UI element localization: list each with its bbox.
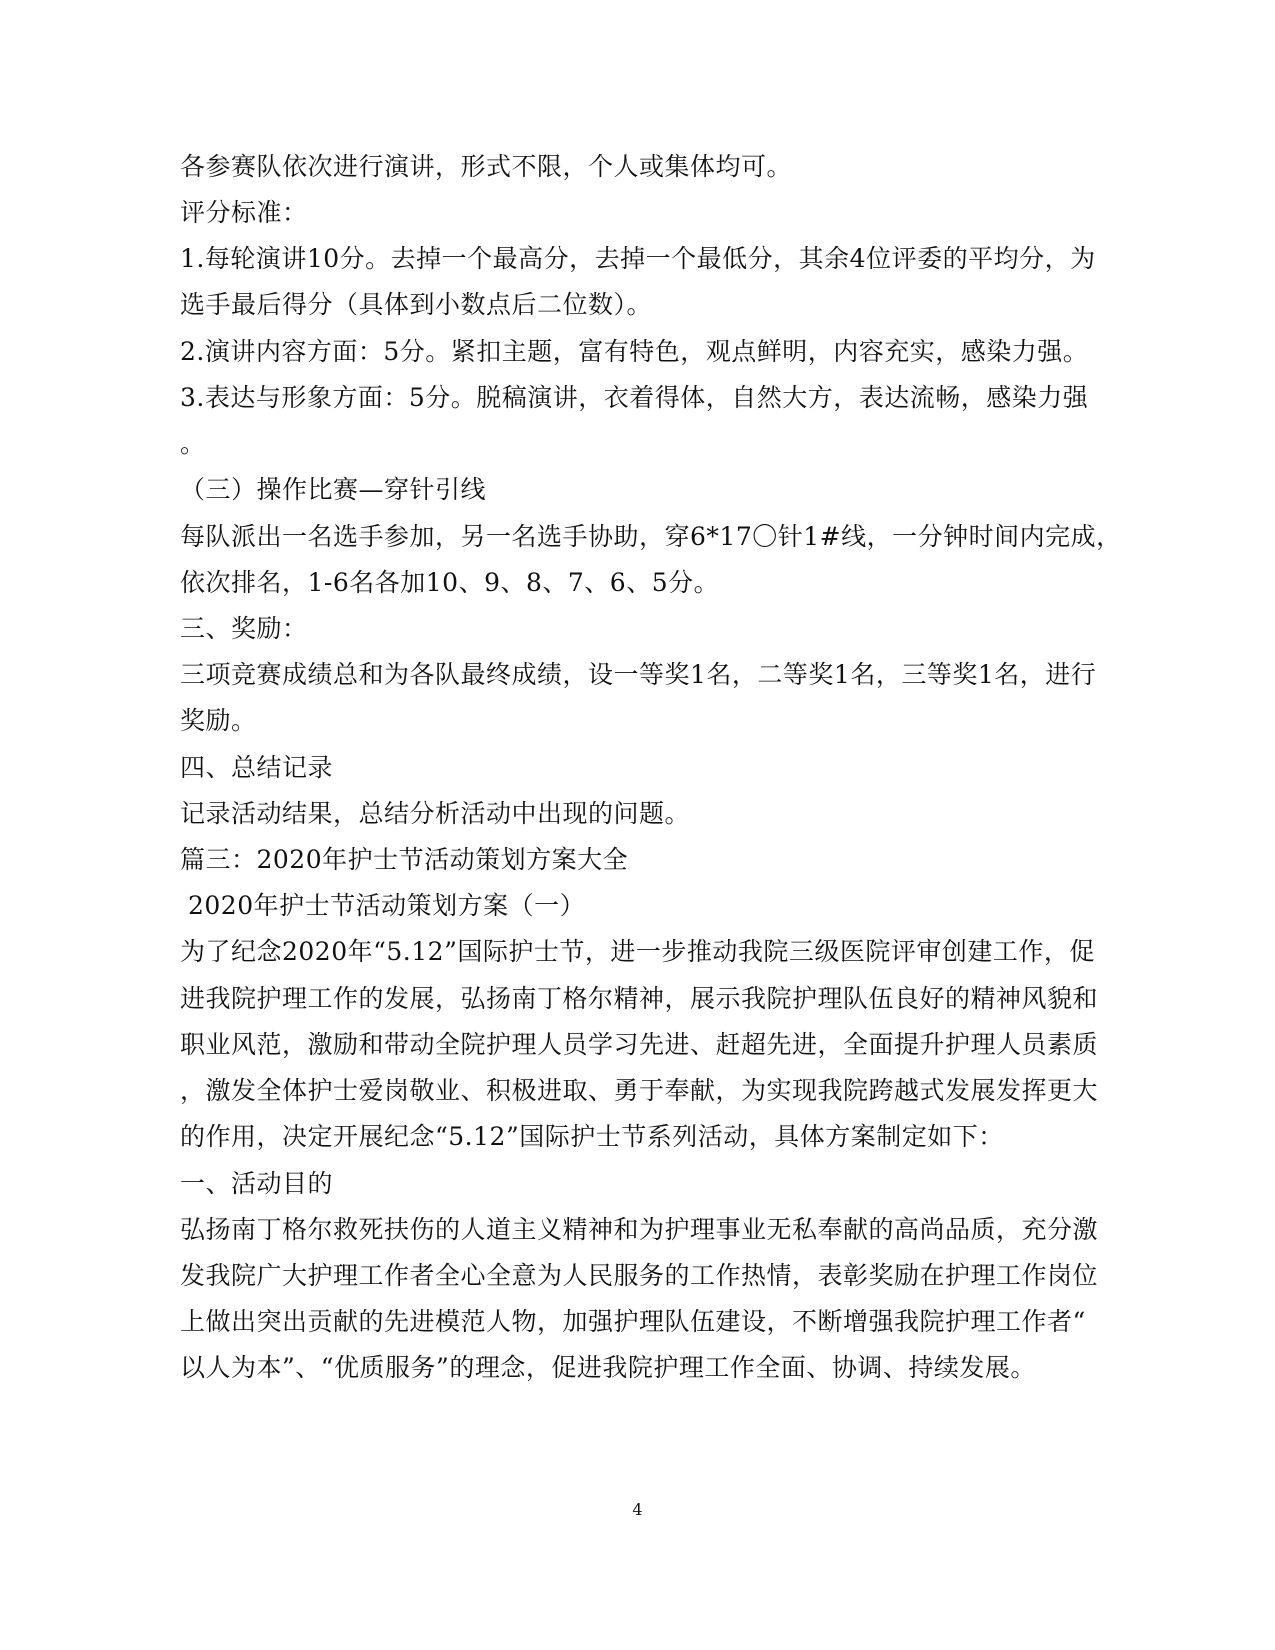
text-line: 选手最后得分（具体到小数点后二位数）。 [180, 290, 653, 319]
text-line: 。 [180, 429, 206, 458]
text-line: 进我院护理工作的发展，弘扬南丁格尔精神，展示我院护理队伍良好的精神风貌和 [180, 984, 1099, 1013]
text-line: 职业风范，激励和带动全院护理人员学习先进、赶超先进，全面提升护理人员素质 [180, 1030, 1099, 1059]
text-line: 的作用，决定开展纪念“5.12”国际护士节系列活动，具体方案制定如下： [180, 1122, 1004, 1151]
text-line: 弘扬南丁格尔救死扶伤的人道主义精神和为护理事业无私奉献的高尚品质，充分激 [180, 1215, 1099, 1244]
text-line: 3.表达与形象方面：5分。脱稿演讲，衣着得体，自然大方，表达流畅，感染力强 [180, 383, 1089, 412]
text-line: 三项竞赛成绩总和为各队最终成绩，设一等奖1名，二等奖1名，三等奖1名，进行 [180, 660, 1097, 689]
text-line: 每队派出一名选手参加，另一名选手协助，穿6*17〇针1#线，一分钟时间内完成， [180, 522, 1122, 551]
text-line: ，激发全体护士爱岗敬业、积极进取、勇于奉献，为实现我院跨越式发展发挥更大 [180, 1076, 1099, 1105]
section-heading: 一、活动目的 [180, 1169, 334, 1198]
text-line: 为了纪念2020年“5.12”国际护士节，进一步推动我院三级医院评审创建工作，促 [180, 937, 1095, 966]
text-line: 记录活动结果，总结分析活动中出现的问题。 [180, 799, 691, 828]
section-heading: 四、总结记录 [180, 753, 334, 782]
text-line: 以人为本”、“优质服务”的理念，促进我院护理工作全面、协调、持续发展。 [180, 1353, 1036, 1382]
text-line: 各参赛队依次进行演讲，形式不限，个人或集体均可。 [180, 152, 793, 181]
text-line: 2.演讲内容方面：5分。紧扣主题，富有特色，观点鲜明，内容充实，感染力强。 [180, 337, 1089, 366]
chapter-heading: 篇三：2020年护士节活动策划方案大全 [180, 845, 629, 874]
text-line: 1.每轮演讲10分。去掉一个最高分，去掉一个最低分，其余4位评委的平均分，为 [180, 244, 1096, 273]
section-heading: 三、奖励： [180, 614, 308, 643]
text-line: 奖励。 [180, 706, 257, 735]
text-line: 评分标准： [180, 198, 308, 227]
text-line: 依次排名，1-6名各加10、9、8、7、6、5分。 [180, 568, 720, 597]
section-heading: （三）操作比赛—穿针引线 [180, 475, 487, 504]
page-number: 4 [632, 1500, 643, 1519]
subtitle: 2020年护士节活动策划方案（一） [188, 891, 586, 920]
text-line: 发我院广大护理工作者全心全意为人民服务的工作热情，表彰奖励在护理工作岗位 [180, 1261, 1099, 1290]
text-line: 上做出突出贡献的先进模范人物，加强护理队伍建设，不断增强我院护理工作者“ [180, 1307, 1086, 1336]
